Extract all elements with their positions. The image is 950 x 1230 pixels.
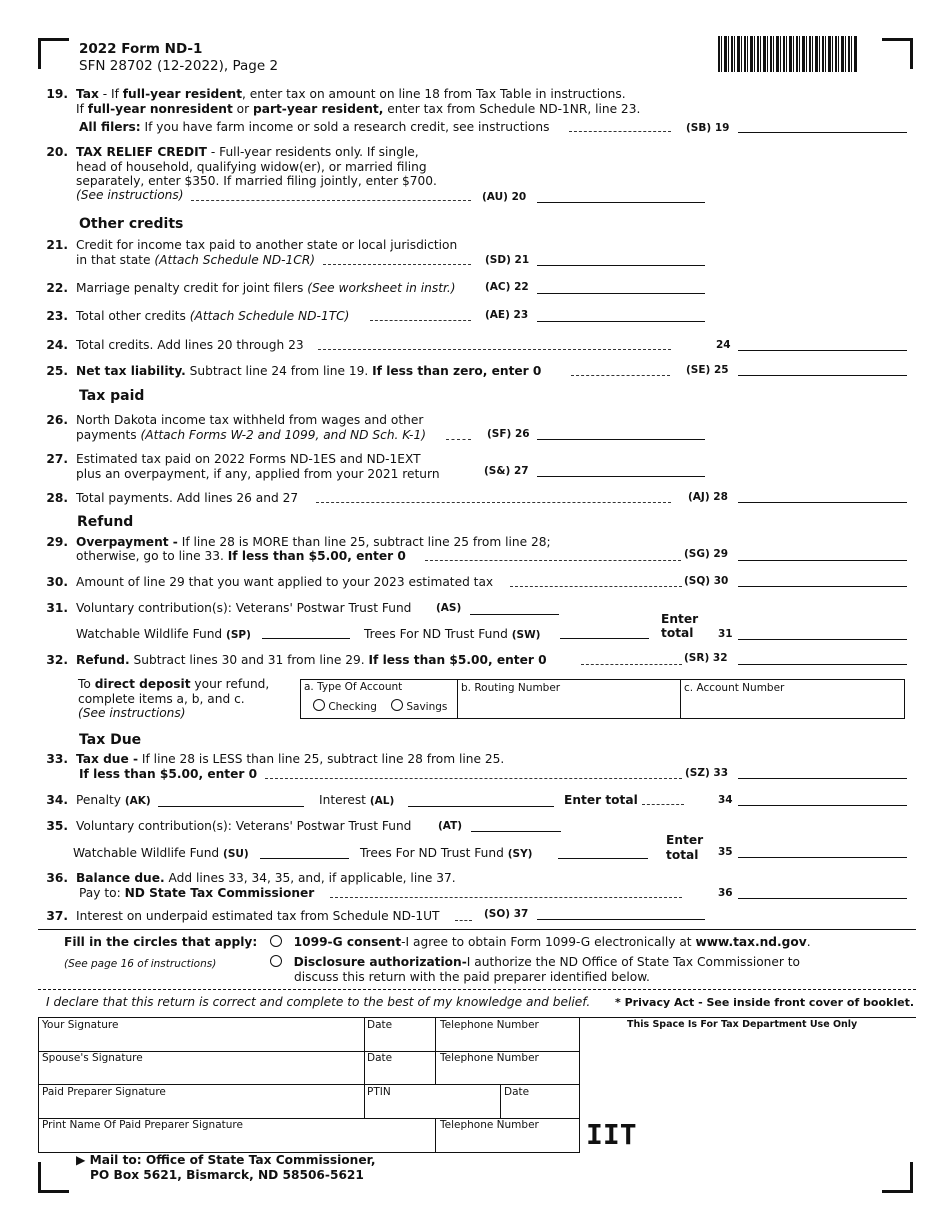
spouse-signature-field[interactable] xyxy=(40,1066,362,1083)
divider xyxy=(435,1118,436,1153)
your-telephone-label: Telephone Number xyxy=(440,1019,539,1031)
penalty-field[interactable] xyxy=(158,806,304,807)
divider xyxy=(38,1084,580,1085)
leader-dots xyxy=(425,560,681,561)
checking-option[interactable]: Checking xyxy=(313,699,377,713)
disclosure-option[interactable]: Disclosure authorization-I authorize the ND Office of State Tax Commissioner to xyxy=(270,955,800,969)
line-23-code: (AE) 23 xyxy=(485,309,529,321)
tax-department-use-label: This Space Is For Tax Department Use Only xyxy=(627,1019,858,1030)
preparer-telephone-label: Telephone Number xyxy=(440,1119,539,1131)
section-other-credits: Other credits xyxy=(79,216,184,232)
line-34-code: 34 xyxy=(718,794,733,806)
line-36-number: 36. xyxy=(46,871,68,885)
line-25-code: (SE) 25 xyxy=(686,364,729,376)
line-37-text: Interest on underpaid estimated tax from Schedule ND-1UT xyxy=(76,909,440,923)
leader-dots xyxy=(569,131,671,132)
corner-mark-top-left xyxy=(38,38,69,69)
savings-radio[interactable] xyxy=(391,699,403,711)
line-33-code: (SZ) 33 xyxy=(685,767,729,779)
veterans-fund-field[interactable] xyxy=(470,614,559,615)
disclosure-radio[interactable] xyxy=(270,955,282,967)
your-telephone-field[interactable] xyxy=(437,1032,578,1050)
line-29-text-2: otherwise, go to line 33. If less than $5.00, enter 0 xyxy=(76,549,406,563)
your-date-label: Date xyxy=(367,1019,393,1031)
line-34-number: 34. xyxy=(46,793,68,807)
corner-mark-bottom-left xyxy=(38,1162,69,1193)
line-26-text-2: payments (Attach Forms W-2 and 1099, and ND Sch. K-1) xyxy=(76,428,426,442)
line-24-amount-field[interactable] xyxy=(738,350,907,351)
divider xyxy=(364,1017,365,1118)
line-32-number: 32. xyxy=(46,653,68,667)
ptin-field[interactable] xyxy=(366,1099,498,1117)
line-20-text-3: separately, enter $350. If married filing jointly, enter $700. xyxy=(76,174,437,188)
line-33-amount-field[interactable] xyxy=(738,778,907,779)
ptin-label: PTIN xyxy=(367,1086,391,1098)
line-30-code: (SQ) 30 xyxy=(684,575,729,587)
routing-number-label: b. Routing Number xyxy=(461,682,561,694)
total-label: total xyxy=(661,626,694,640)
account-type-label: a. Type Of Account xyxy=(304,681,403,693)
line-29-code: (SG) 29 xyxy=(684,548,729,560)
divider xyxy=(500,1084,501,1118)
line-35-trees: Trees For ND Trust Fund (SY) xyxy=(360,846,533,860)
leader-dots xyxy=(265,778,682,779)
enter-label: Enter xyxy=(666,833,704,847)
checking-radio[interactable] xyxy=(313,699,325,711)
line-32-amount-field[interactable] xyxy=(738,664,907,665)
line-19-text-2: If full-year nonresident or part-year resident, enter tax from Schedule ND-1NR, line 23. xyxy=(76,102,641,116)
wildlife-fund-field[interactable] xyxy=(262,638,350,639)
line-28-amount-field[interactable] xyxy=(738,502,907,503)
trees-fund-field-2[interactable] xyxy=(558,858,648,859)
disclosure-text-2: discuss this return with the paid preparer identified below. xyxy=(294,970,650,984)
line-24-text: Total credits. Add lines 20 through 23 xyxy=(76,338,304,352)
consent-1099g-radio[interactable] xyxy=(270,935,282,947)
line-27-number: 27. xyxy=(46,452,68,466)
line-31-trees: Trees For ND Trust Fund (SW) xyxy=(364,627,541,641)
veterans-fund-field-2[interactable] xyxy=(471,831,561,832)
line-24-code: 24 xyxy=(716,339,731,351)
line-33-text-2: If less than $5.00, enter 0 xyxy=(79,767,258,781)
line-35-amount-field[interactable] xyxy=(738,857,907,858)
arrow-right-icon: ▶ xyxy=(76,1153,86,1167)
divider xyxy=(38,929,916,930)
account-number-field[interactable] xyxy=(683,696,901,716)
line-31-code-as: (AS) xyxy=(436,602,462,614)
routing-number-field[interactable] xyxy=(460,696,678,716)
leader-dots xyxy=(571,375,670,376)
line-20-amount-field[interactable] xyxy=(537,202,705,203)
line-27-text-2: plus an overpayment, if any, applied from your 2021 return xyxy=(76,467,440,481)
line-26-code: (SF) 26 xyxy=(487,428,530,440)
spouse-date-label: Date xyxy=(367,1052,393,1064)
line-25-text: Net tax liability. Subtract line 24 from line 19. If less than zero, enter 0 xyxy=(76,364,542,378)
line-31-number: 31. xyxy=(46,601,68,615)
line-36-code: 36 xyxy=(718,887,733,899)
line-28-text: Total payments. Add lines 26 and 27 xyxy=(76,491,299,505)
wildlife-fund-field-2[interactable] xyxy=(260,858,349,859)
line-24-number: 24. xyxy=(46,338,68,352)
print-name-field[interactable] xyxy=(40,1133,433,1151)
line-20-number: 20. xyxy=(46,145,68,159)
line-34-amount-field[interactable] xyxy=(738,805,907,806)
line-29-number: 29. xyxy=(46,535,68,549)
line-28-code: (AJ) 28 xyxy=(688,491,728,503)
line-25-number: 25. xyxy=(46,364,68,378)
total-label: total xyxy=(666,848,699,862)
leader-dots xyxy=(318,349,671,350)
line-33-number: 33. xyxy=(46,752,68,766)
line-22-code: (AC) 22 xyxy=(485,281,529,293)
preparer-signature-field[interactable] xyxy=(40,1099,362,1117)
line-26-number: 26. xyxy=(46,413,68,427)
spouse-telephone-field[interactable] xyxy=(437,1066,578,1083)
line-30-number: 30. xyxy=(46,575,68,589)
barcode-image xyxy=(718,36,858,72)
form-title: 2022 Form ND-1 xyxy=(79,41,203,57)
divider xyxy=(38,989,916,990)
line-27-code: (S&) 27 xyxy=(484,465,529,477)
line-31-amount-field[interactable] xyxy=(738,639,907,640)
line-26-amount-field[interactable] xyxy=(537,439,705,440)
print-name-label: Print Name Of Paid Preparer Signature xyxy=(42,1119,243,1131)
your-signature-label: Your Signature xyxy=(42,1019,119,1031)
leader-dots xyxy=(370,320,471,321)
leader-dots xyxy=(581,664,682,665)
line-35-wildlife: Watchable Wildlife Fund (SU) xyxy=(73,846,249,860)
line-20-text-1: TAX RELIEF CREDIT - Full-year residents only. If single, xyxy=(76,145,419,159)
direct-deposit-text-3: (See instructions) xyxy=(78,706,186,720)
line-30-text: Amount of line 29 that you want applied to your 2023 estimated tax xyxy=(76,575,494,589)
divider xyxy=(680,679,681,719)
line-20-code: (AU) 20 xyxy=(482,191,527,203)
line-26-text-1: North Dakota income tax withheld from wages and other xyxy=(76,413,424,427)
line-21-amount-field[interactable] xyxy=(537,265,705,266)
line-27-amount-field[interactable] xyxy=(537,476,705,477)
line-21-number: 21. xyxy=(46,238,68,252)
line-31-wildlife: Watchable Wildlife Fund (SP) xyxy=(76,627,251,641)
line-21-text-1: Credit for income tax paid to another state or local jurisdiction xyxy=(76,238,458,252)
line-22-amount-field[interactable] xyxy=(537,293,705,294)
spouse-signature-label: Spouse's Signature xyxy=(42,1052,143,1064)
your-date-field[interactable] xyxy=(366,1032,433,1050)
line-19-text-3: All filers: If you have farm income or sold a research credit, see instructions xyxy=(79,120,550,134)
line-36-amount-field[interactable] xyxy=(738,898,907,899)
line-34-interest-label: Interest (AL) xyxy=(319,793,395,807)
leader-dots xyxy=(510,586,682,587)
line-28-number: 28. xyxy=(46,491,68,505)
spouse-telephone-label: Telephone Number xyxy=(440,1052,539,1064)
mail-to-line-1: ▶ Mail to: Office of State Tax Commissioner, xyxy=(76,1153,376,1167)
leader-dots xyxy=(191,200,471,201)
line-35-code: 35 xyxy=(718,846,733,858)
divider xyxy=(457,679,458,719)
line-27-text-1: Estimated tax paid on 2022 Forms ND-1ES and ND-1EXT xyxy=(76,452,421,466)
leader-dots xyxy=(316,502,671,503)
line-20-text-2: head of household, qualifying widow(er), or married filing xyxy=(76,160,427,174)
consent-1099g-option[interactable]: 1099-G consent-I agree to obtain Form 1099-G electronically at www.tax.nd.gov. xyxy=(270,935,811,949)
account-number-label: c. Account Number xyxy=(684,682,785,694)
declaration-text: I declare that this return is correct and complete to the best of my knowledge and belief. xyxy=(46,995,591,1009)
mail-to-line-2: PO Box 5621, Bismarck, ND 58506-5621 xyxy=(90,1168,364,1182)
spouse-date-field[interactable] xyxy=(366,1066,433,1083)
section-tax-paid: Tax paid xyxy=(79,388,145,404)
line-32-text: Refund. Subtract lines 30 and 31 from line 29. If less than $5.00, enter 0 xyxy=(76,653,547,667)
preparer-date-label: Date xyxy=(504,1086,530,1098)
section-tax-due: Tax Due xyxy=(79,732,142,748)
line-21-code: (SD) 21 xyxy=(485,254,530,266)
form-subtitle: SFN 28702 (12-2022), Page 2 xyxy=(79,58,279,74)
line-36-text-2: Pay to: ND State Tax Commissioner xyxy=(79,886,315,900)
corner-mark-bottom-right xyxy=(882,1162,913,1193)
enter-label: Enter xyxy=(661,612,699,626)
line-25-amount-field[interactable] xyxy=(738,375,907,376)
enter-total-label: Enter total xyxy=(564,793,638,807)
line-37-number: 37. xyxy=(46,909,68,923)
section-refund: Refund xyxy=(77,514,134,530)
your-signature-field[interactable] xyxy=(40,1032,362,1050)
line-22-text: Marriage penalty credit for joint filers (See worksheet in instr.) xyxy=(76,281,456,295)
line-37-amount-field[interactable] xyxy=(537,919,705,920)
line-31-code: 31 xyxy=(718,628,733,640)
preparer-signature-label: Paid Preparer Signature xyxy=(42,1086,166,1098)
leader-dots xyxy=(323,264,471,265)
line-20-text-4: (See instructions) xyxy=(76,188,184,202)
line-19-amount-field[interactable] xyxy=(738,132,907,133)
line-19-text-1: Tax - If full-year resident, enter tax on amount on line 18 from Tax Table in instructions. xyxy=(76,87,626,101)
line-36-text-1: Balance due. Add lines 33, 34, 35, and, if applicable, line 37. xyxy=(76,871,456,885)
line-23-amount-field[interactable] xyxy=(537,321,705,322)
leader-dots xyxy=(455,920,472,921)
privacy-act-note: * Privacy Act - See inside front cover of booklet. xyxy=(615,996,915,1009)
line-33-text-1: Tax due - If line 28 is LESS than line 25, subtract line 28 from line 25. xyxy=(76,752,505,766)
fill-circles-note: (See page 16 of instructions) xyxy=(64,958,217,970)
line-23-number: 23. xyxy=(46,309,68,323)
line-19-number: 19. xyxy=(46,87,68,101)
line-23-text: Total other credits (Attach Schedule ND-1TC) xyxy=(76,309,350,323)
trees-fund-field[interactable] xyxy=(560,638,649,639)
line-31-text: Voluntary contribution(s): Veterans' Postwar Trust Fund xyxy=(76,601,412,615)
preparer-telephone-field[interactable] xyxy=(437,1133,578,1151)
line-22-number: 22. xyxy=(46,281,68,295)
leader-dots xyxy=(330,897,682,898)
line-29-amount-field[interactable] xyxy=(738,560,907,561)
preparer-date-field[interactable] xyxy=(502,1099,578,1117)
line-35-number: 35. xyxy=(46,819,68,833)
iit-code: IIT xyxy=(586,1118,637,1151)
line-29-text-1: Overpayment - If line 28 is MORE than line 25, subtract line 25 from line 28; xyxy=(76,535,551,549)
line-21-text-2: in that state (Attach Schedule ND-1CR) xyxy=(76,253,316,267)
line-19-code: (SB) 19 xyxy=(686,122,730,134)
divider xyxy=(435,1017,436,1085)
interest-field[interactable] xyxy=(408,806,554,807)
line-30-amount-field[interactable] xyxy=(738,586,907,587)
savings-option[interactable]: Savings xyxy=(391,699,447,713)
direct-deposit-text-2: complete items a, b, and c. xyxy=(78,692,245,706)
fill-circles-label: Fill in the circles that apply: xyxy=(64,935,258,949)
line-35-text: Voluntary contribution(s): Veterans' Postwar Trust Fund xyxy=(76,819,412,833)
corner-mark-top-right xyxy=(882,38,913,69)
line-32-code: (SR) 32 xyxy=(684,652,728,664)
line-37-code: (SO) 37 xyxy=(484,908,529,920)
line-34-penalty-label: Penalty (AK) xyxy=(76,793,151,807)
leader-dots xyxy=(446,439,471,440)
direct-deposit-text-1: To direct deposit your refund, xyxy=(78,677,270,691)
line-35-code-at: (AT) xyxy=(438,820,463,832)
leader-dots xyxy=(642,804,684,805)
